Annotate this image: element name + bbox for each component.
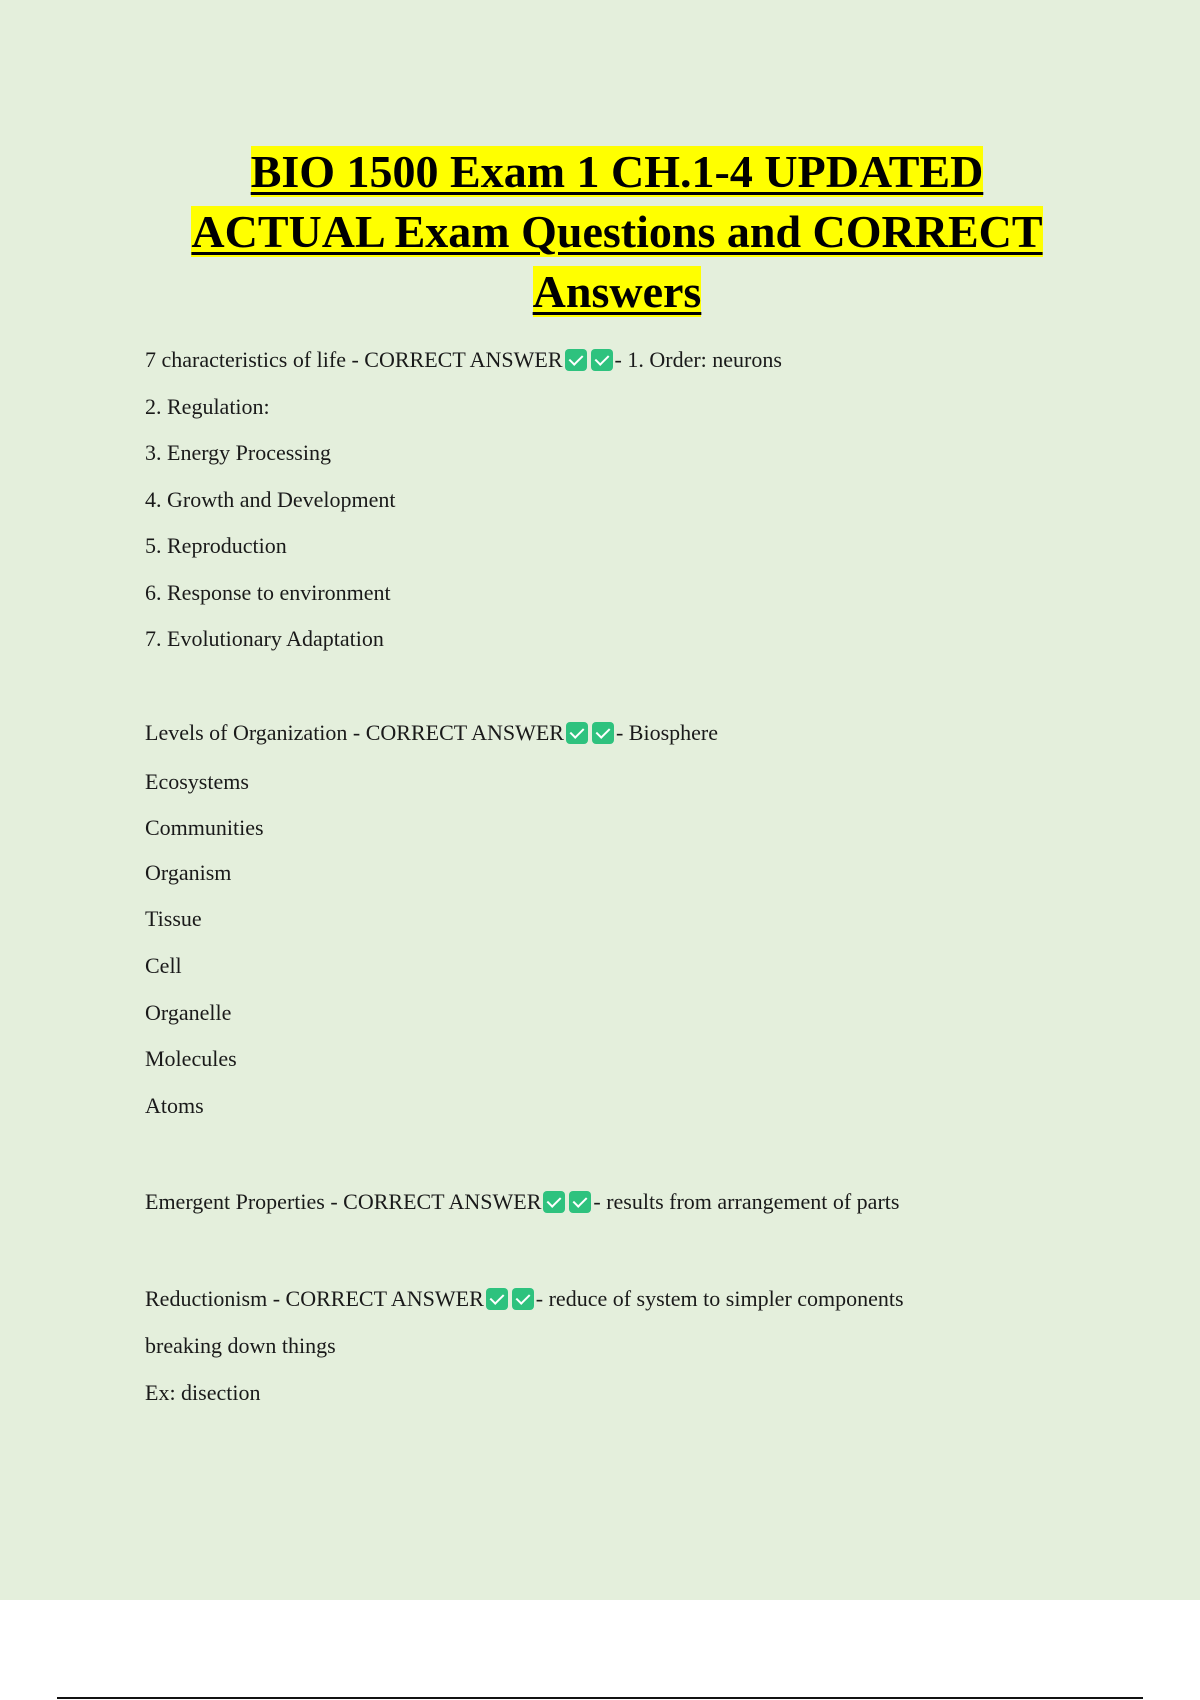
answer-line: Tissue bbox=[145, 906, 202, 931]
title-line-2: ACTUAL Exam Questions and CORRECT bbox=[191, 206, 1043, 257]
check-box-icon bbox=[543, 1191, 565, 1213]
check-box-icon bbox=[592, 722, 614, 744]
check-box-icon bbox=[512, 1288, 534, 1310]
answer-line: Molecules bbox=[145, 1046, 237, 1071]
check-box-icon bbox=[569, 1191, 591, 1213]
correct-answer-marker: - CORRECT ANSWER bbox=[272, 1286, 484, 1311]
answer-line: 3. Energy Processing bbox=[145, 440, 331, 465]
question-line bbox=[145, 347, 782, 373]
answer-line: Ex: disection bbox=[145, 1380, 261, 1405]
question-line bbox=[145, 1286, 904, 1312]
answer-line: Cell bbox=[145, 953, 182, 978]
question-term: 7 characteristics of life bbox=[145, 347, 346, 372]
answer-text: - 1. Order: neurons bbox=[614, 347, 782, 372]
answer-line: Organelle bbox=[145, 1000, 232, 1025]
correct-answer-marker: - CORRECT ANSWER bbox=[351, 347, 563, 372]
answer-line: 2. Regulation: bbox=[145, 394, 270, 419]
answer-line: Organism bbox=[145, 860, 232, 885]
check-box-icon bbox=[566, 722, 588, 744]
answer-line: 4. Growth and Development bbox=[145, 487, 396, 512]
check-box-icon bbox=[565, 349, 587, 371]
question-line bbox=[145, 1189, 899, 1215]
answer-line: Atoms bbox=[145, 1093, 204, 1118]
title-line-1: BIO 1500 Exam 1 CH.1-4 UPDATED bbox=[250, 146, 984, 197]
document-title bbox=[120, 142, 1114, 322]
answer-line: 6. Response to environment bbox=[145, 580, 391, 605]
answer-text: - Biosphere bbox=[615, 720, 719, 745]
question-term: Reductionism bbox=[145, 1286, 268, 1311]
title-line-3: Answers bbox=[532, 266, 702, 317]
answer-text: - reduce of system to simpler components bbox=[535, 1286, 904, 1311]
answer-line: 5. Reproduction bbox=[145, 533, 287, 558]
correct-answer-marker: - CORRECT ANSWER bbox=[330, 1189, 542, 1214]
question-line bbox=[145, 720, 718, 746]
check-box-icon bbox=[486, 1288, 508, 1310]
page-divider bbox=[57, 1697, 1143, 1699]
answer-text: - results from arrangement of parts bbox=[593, 1189, 900, 1214]
answer-line: 7. Evolutionary Adaptation bbox=[145, 626, 384, 651]
answer-line: Communities bbox=[145, 815, 264, 840]
correct-answer-marker: - CORRECT ANSWER bbox=[352, 720, 564, 745]
question-term: Emergent Properties bbox=[145, 1189, 325, 1214]
answer-line: breaking down things bbox=[145, 1333, 336, 1358]
check-box-icon bbox=[591, 349, 613, 371]
answer-line: Ecosystems bbox=[145, 769, 249, 794]
question-term: Levels of Organization bbox=[145, 720, 348, 745]
